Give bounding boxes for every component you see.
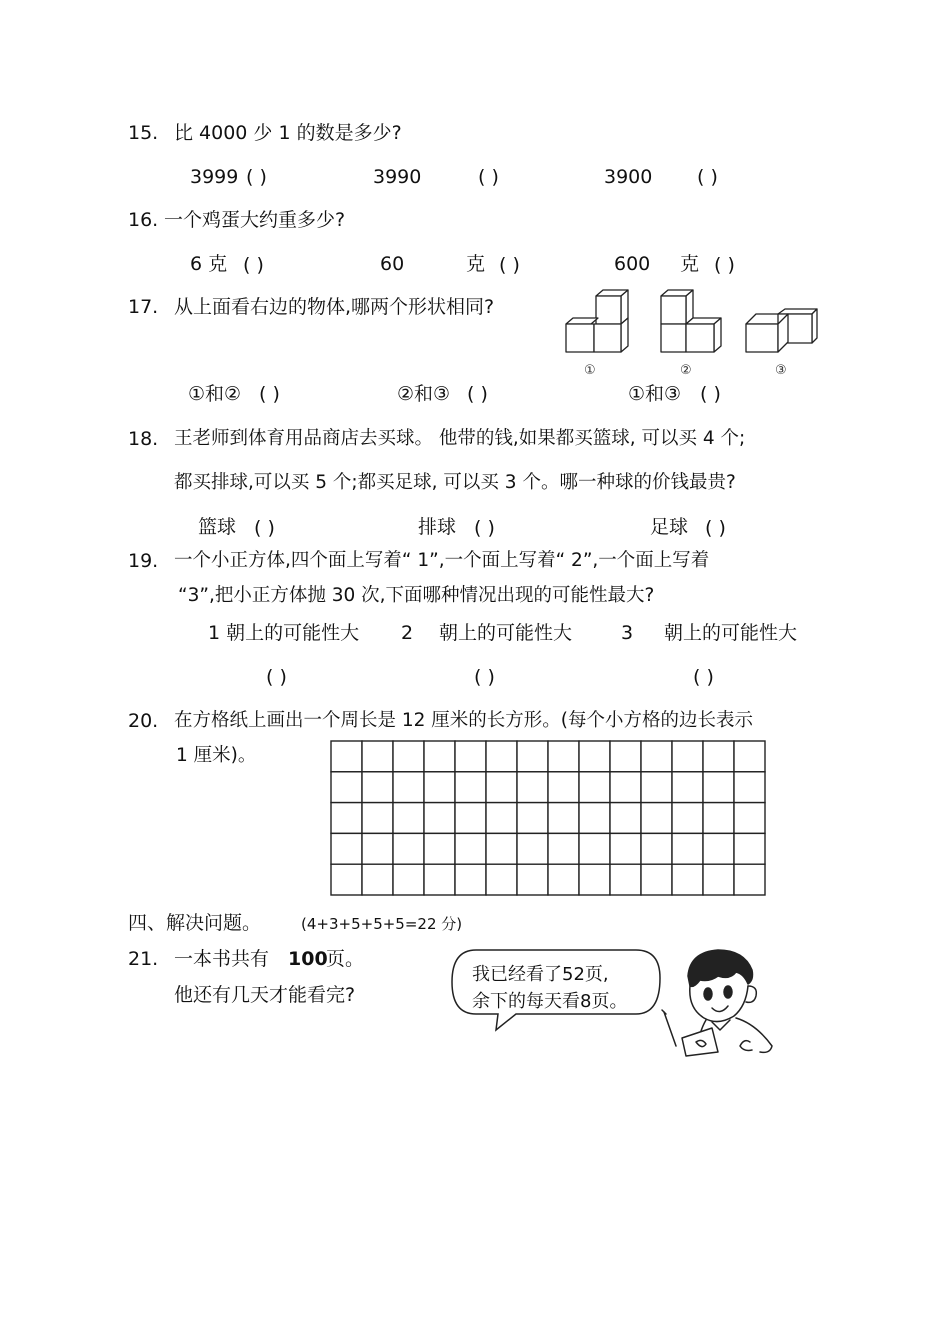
q18-line-1: 王老师到体育用品商店去买球。 他带的钱,如果都买篮球, 可以买 4 个; (174, 428, 746, 449)
q16-option-2-value: 60 (380, 253, 405, 275)
grid-cell[interactable] (579, 741, 610, 772)
square-grid-paper[interactable] (330, 740, 766, 896)
grid-cell[interactable] (579, 864, 610, 895)
grid-cell[interactable] (641, 803, 672, 834)
grid-cell[interactable] (610, 833, 641, 864)
section-4-score: (4+3+5+5+5=22 分) (301, 915, 463, 933)
grid-cell[interactable] (455, 741, 486, 772)
q15-option-3: 3900 (604, 166, 653, 188)
grid-cell[interactable] (393, 833, 424, 864)
grid-cell[interactable] (734, 864, 765, 895)
bubble-line-2: 余下的每天看8页。 (472, 991, 628, 1012)
grid-cell[interactable] (486, 772, 517, 803)
grid-cell[interactable] (641, 833, 672, 864)
grid-cell[interactable] (362, 803, 393, 834)
grid-cell[interactable] (486, 803, 517, 834)
grid-cell[interactable] (672, 741, 703, 772)
grid-cell[interactable] (455, 864, 486, 895)
grid-cell[interactable] (424, 741, 455, 772)
q21-line-1b: 100 (288, 948, 328, 970)
q15-answer-3[interactable]: ( ) (697, 166, 718, 188)
q16-number: 16. (128, 209, 159, 231)
grid-cell[interactable] (672, 803, 703, 834)
grid-cell[interactable] (672, 772, 703, 803)
q16-option-3-unit: 克 (680, 253, 700, 275)
grid-cell[interactable] (331, 772, 362, 803)
q19-option-2-text: 朝上的可能性大 (439, 622, 573, 644)
grid-cell[interactable] (672, 833, 703, 864)
q18-option-1: 篮球 (198, 516, 237, 538)
grid-cell[interactable] (548, 833, 579, 864)
grid-cell[interactable] (672, 864, 703, 895)
q19-option-3-number: 3 (621, 622, 634, 644)
grid-cell[interactable] (734, 803, 765, 834)
q19-option-3-text: 朝上的可能性大 (664, 622, 798, 644)
grid-cell[interactable] (486, 833, 517, 864)
cube-figure-2 (661, 290, 721, 352)
fig-label-1: ① (584, 363, 596, 378)
q19-number: 19. (128, 550, 159, 572)
grid-cell[interactable] (734, 741, 765, 772)
grid-cell[interactable] (548, 741, 579, 772)
q18-answer-2[interactable]: ( ) (474, 517, 495, 539)
boy-reading-illustration (660, 946, 778, 1058)
grid-cell[interactable] (331, 864, 362, 895)
q16-answer-3[interactable]: ( ) (714, 254, 735, 276)
grid-cell[interactable] (517, 864, 548, 895)
q19-option-2-number: 2 (401, 622, 414, 644)
grid-cell[interactable] (517, 741, 548, 772)
q16-text: 一个鸡蛋大约重多少? (164, 209, 346, 231)
q16-answer-2[interactable]: ( ) (499, 254, 520, 276)
grid-cell[interactable] (362, 864, 393, 895)
grid-cell[interactable] (362, 772, 393, 803)
q15-option-2: 3990 (373, 166, 422, 188)
grid-cell[interactable] (610, 864, 641, 895)
grid-cell[interactable] (517, 803, 548, 834)
grid-cell[interactable] (393, 803, 424, 834)
grid-cell[interactable] (734, 772, 765, 803)
grid-cell[interactable] (641, 772, 672, 803)
q21-line-2: 他还有几天才能看完? (174, 984, 356, 1006)
q16-option-1: 6 克 (190, 253, 228, 275)
grid-cell[interactable] (424, 864, 455, 895)
grid-cell[interactable] (703, 803, 734, 834)
q17-number: 17. (128, 296, 159, 318)
fig-label-2: ② (680, 363, 692, 378)
bubble-line-1: 我已经看了52页, (472, 964, 609, 985)
cube-figures (560, 290, 830, 382)
q18-option-2: 排球 (418, 516, 457, 538)
q18-answer-1[interactable]: ( ) (254, 517, 275, 539)
q18-answer-3[interactable]: ( ) (705, 517, 726, 539)
grid-cell[interactable] (362, 741, 393, 772)
q15-text: 比 4000 少 1 的数是多少? (174, 122, 402, 144)
q17-option-2: ②和③ (397, 383, 451, 405)
q19-answer-3[interactable]: ( ) (693, 666, 714, 688)
cube-figure-1 (566, 290, 628, 352)
q18-line-2: 都买排球,可以买 5 个;都买足球, 可以买 3 个。哪一种球的价钱最贵? (174, 472, 736, 493)
grid-cell[interactable] (641, 864, 672, 895)
grid-cell[interactable] (610, 772, 641, 803)
q20-line-1: 在方格纸上画出一个周长是 12 厘米的长方形。(每个小方格的边长表示 (174, 710, 754, 731)
grid-cell[interactable] (610, 741, 641, 772)
grid-cell[interactable] (734, 833, 765, 864)
grid-cell[interactable] (424, 833, 455, 864)
grid-cell[interactable] (548, 772, 579, 803)
grid-cell[interactable] (486, 864, 517, 895)
speech-bubble (446, 944, 666, 1032)
q20-number: 20. (128, 710, 159, 732)
grid-cell[interactable] (455, 833, 486, 864)
grid-cell[interactable] (362, 833, 393, 864)
q15-answer-2[interactable]: ( ) (478, 166, 499, 188)
grid-cell[interactable] (393, 864, 424, 895)
q16-option-2-unit: 克 (466, 253, 486, 275)
grid-cell[interactable] (579, 833, 610, 864)
q16-answer-1[interactable]: ( ) (243, 254, 264, 276)
grid-cell[interactable] (703, 741, 734, 772)
grid-cell[interactable] (703, 772, 734, 803)
q17-answer-1[interactable]: ( ) (259, 383, 280, 405)
grid-cell[interactable] (579, 772, 610, 803)
q17-answer-3[interactable]: ( ) (700, 383, 721, 405)
q21-line-1c: 页。 (326, 948, 365, 970)
section-4-title: 四、解决问题。 (128, 912, 262, 934)
q15-answer-1[interactable]: ( ) (246, 166, 267, 188)
grid-cell[interactable] (424, 772, 455, 803)
q18-option-3: 足球 (650, 516, 689, 538)
q19-line-1: 一个小正方体,四个面上写着“ 1”,一个面上写着“ 2”,一个面上写着 (174, 550, 710, 571)
grid-cell[interactable] (641, 741, 672, 772)
grid-cell[interactable] (703, 833, 734, 864)
grid-cell[interactable] (517, 772, 548, 803)
fig-label-3: ③ (775, 363, 787, 378)
grid-cell[interactable] (331, 833, 362, 864)
q20-line-2: 1 厘米)。 (176, 745, 257, 766)
q19-answer-2[interactable]: ( ) (474, 666, 495, 688)
grid-cell[interactable] (331, 803, 362, 834)
grid-cell[interactable] (517, 833, 548, 864)
cube-figure-3 (746, 309, 817, 352)
q17-answer-2[interactable]: ( ) (467, 383, 488, 405)
grid-cell[interactable] (393, 772, 424, 803)
q19-answer-1[interactable]: ( ) (266, 666, 287, 688)
q21-line-1a: 一本书共有 (174, 948, 270, 970)
grid-cell[interactable] (548, 803, 579, 834)
grid-cell[interactable] (331, 741, 362, 772)
grid-cell[interactable] (548, 864, 579, 895)
grid-cell[interactable] (393, 741, 424, 772)
grid-cell[interactable] (455, 803, 486, 834)
grid-cell[interactable] (610, 803, 641, 834)
q17-text: 从上面看右边的物体,哪两个形状相同? (174, 296, 495, 318)
grid-cell[interactable] (703, 864, 734, 895)
grid-cell[interactable] (486, 741, 517, 772)
grid-cell[interactable] (455, 772, 486, 803)
q15-option-1: 3999 (190, 166, 239, 188)
q18-number: 18. (128, 428, 159, 450)
q17-option-1: ①和② (188, 383, 242, 405)
q15-number: 15. (128, 122, 159, 144)
q16-option-3-value: 600 (614, 253, 651, 275)
grid-cell[interactable] (424, 803, 455, 834)
q21-number: 21. (128, 948, 159, 970)
q17-option-3: ①和③ (628, 383, 682, 405)
q19-line-2: “3”,把小正方体抛 30 次,下面哪种情况出现的可能性最大? (178, 585, 655, 606)
q19-option-1: 1 朝上的可能性大 (208, 622, 360, 644)
grid-cell[interactable] (579, 803, 610, 834)
